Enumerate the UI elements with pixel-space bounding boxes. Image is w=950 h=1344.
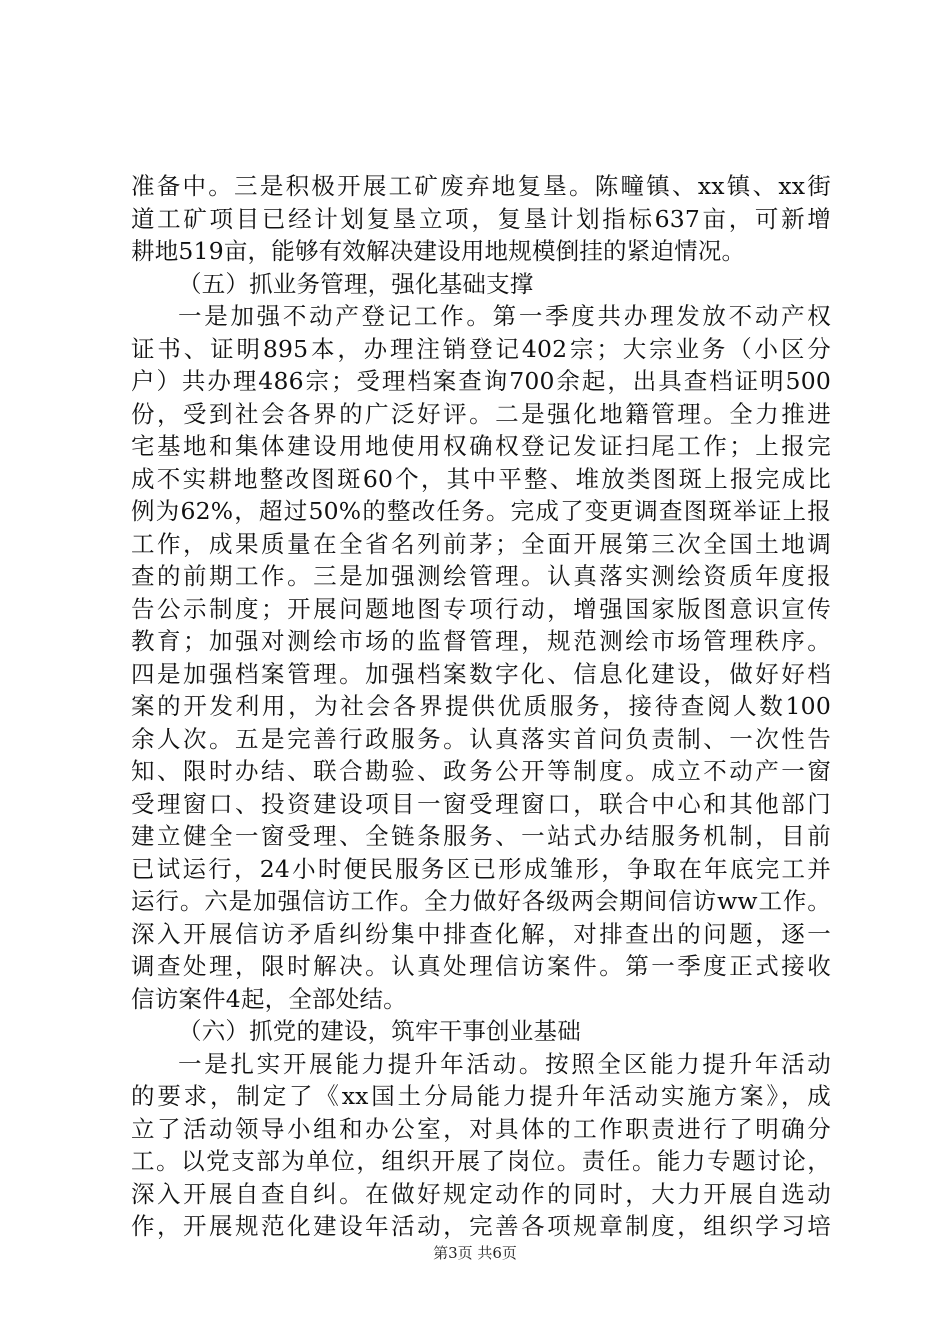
text-line-32: 深入开展自查自纠。在做好规定动作的同时，大力开展自选动 — [131, 1179, 831, 1208]
text-line-6: 证书、证明895本，办理注销登记402宗；大宗业务（小区分 — [131, 334, 831, 363]
text-line-33: 作，开展规范化建设年活动，完善各项规章制度，组织学习培 — [131, 1212, 831, 1240]
text-line-17: 案的开发利用，为社会各界提供优质服务，接待查阅人数100 — [131, 692, 831, 720]
text-line-5: 一是加强不动产登记工作。第一季度共办理发放不动产权 — [178, 302, 831, 330]
text-line-20: 受理窗口、投资建设项目一窗受理窗口，联合中心和其他部门 — [131, 789, 831, 818]
text-line-12: 工作，成果质量在全省名列前茅；全面开展第三次全国土地调 — [131, 529, 831, 558]
text-line-16: 四是加强档案管理。加强档案数字化、信息化建设，做好好档 — [131, 659, 831, 688]
document-body — [131, 170, 831, 1243]
section-heading-6: （六）抓党的建设，筑牢干事创业基础 — [178, 1017, 581, 1045]
text-line-10: 成不实耕地整改图斑60个，其中平整、堆放类图斑上报完成比 — [131, 464, 831, 493]
text-line-7: 户）共办理486宗；受理档案查询700余起，出具查档证明500 — [131, 367, 831, 395]
text-line-19: 知、限时办结、联合勘验、政务公开等制度。成立不动产一窗 — [131, 757, 831, 785]
text-line-2: 道工矿项目已经计划复垦立项，复垦计划指标637亩，可新增 — [131, 204, 831, 233]
text-line-21: 建立健全一窗受理、全链条服务、一站式办结服务机制，目前 — [131, 822, 831, 850]
text-line-15: 教育；加强对测绘市场的监督管理，规范测绘市场管理秩序。 — [131, 627, 831, 655]
text-line-31: 工。以党支部为单位，组织开展了岗位。责任。能力专题讨论， — [131, 1147, 831, 1175]
text-line-1: 准备中。三是积极开展工矿废弃地复垦。陈疃镇、xx镇、xx街 — [131, 172, 831, 200]
page-number-label: 第3页 共6页 — [433, 1244, 517, 1262]
text-line-25: 调查处理，限时解决。认真处理信访案件。第一季度正式接收 — [131, 952, 831, 980]
text-line-30: 立了活动领导小组和办公室，对具体的工作职责进行了明确分 — [131, 1114, 831, 1143]
text-line-26: 信访案件4起，全部处结。 — [131, 984, 407, 1013]
text-line-18: 余人次。五是完善行政服务。认真落实首问负责制、一次性告 — [131, 724, 831, 753]
text-line-14: 告公示制度；开展问题地图专项行动，增强国家版图意识宣传 — [131, 594, 831, 623]
text-line-24: 深入开展信访矛盾纠纷集中排查化解，对排查出的问题，逐一 — [131, 919, 831, 948]
text-line-29: 的要求，制定了《xx国土分局能力提升年活动实施方案》，成 — [131, 1082, 831, 1110]
text-line-3: 耕地519亩，能够有效解决建设用地规模倒挂的紧迫情况。 — [131, 237, 746, 265]
page-footer — [0, 1243, 950, 1263]
text-line-11: 例为62%，超过50%的整改任务。完成了变更调查图斑举证上报 — [131, 497, 831, 525]
section-heading-5: （五）抓业务管理，强化基础支撑 — [178, 269, 534, 298]
text-line-9: 宅基地和集体建设用地使用权确权登记发证扫尾工作；上报完 — [131, 432, 831, 460]
text-line-8: 份，受到社会各界的广泛好评。二是强化地籍管理。全力推进 — [131, 399, 831, 428]
text-line-28: 一是扎实开展能力提升年活动。按照全区能力提升年活动 — [178, 1049, 831, 1078]
text-line-22: 已试运行，24小时便民服务区已形成雏形，争取在年底完工并 — [131, 854, 831, 883]
text-line-23: 运行。六是加强信访工作。全力做好各级两会期间信访ww工作。 — [131, 887, 831, 915]
text-line-13: 查的前期工作。三是加强测绘管理。认真落实测绘资质年度报 — [131, 562, 831, 590]
